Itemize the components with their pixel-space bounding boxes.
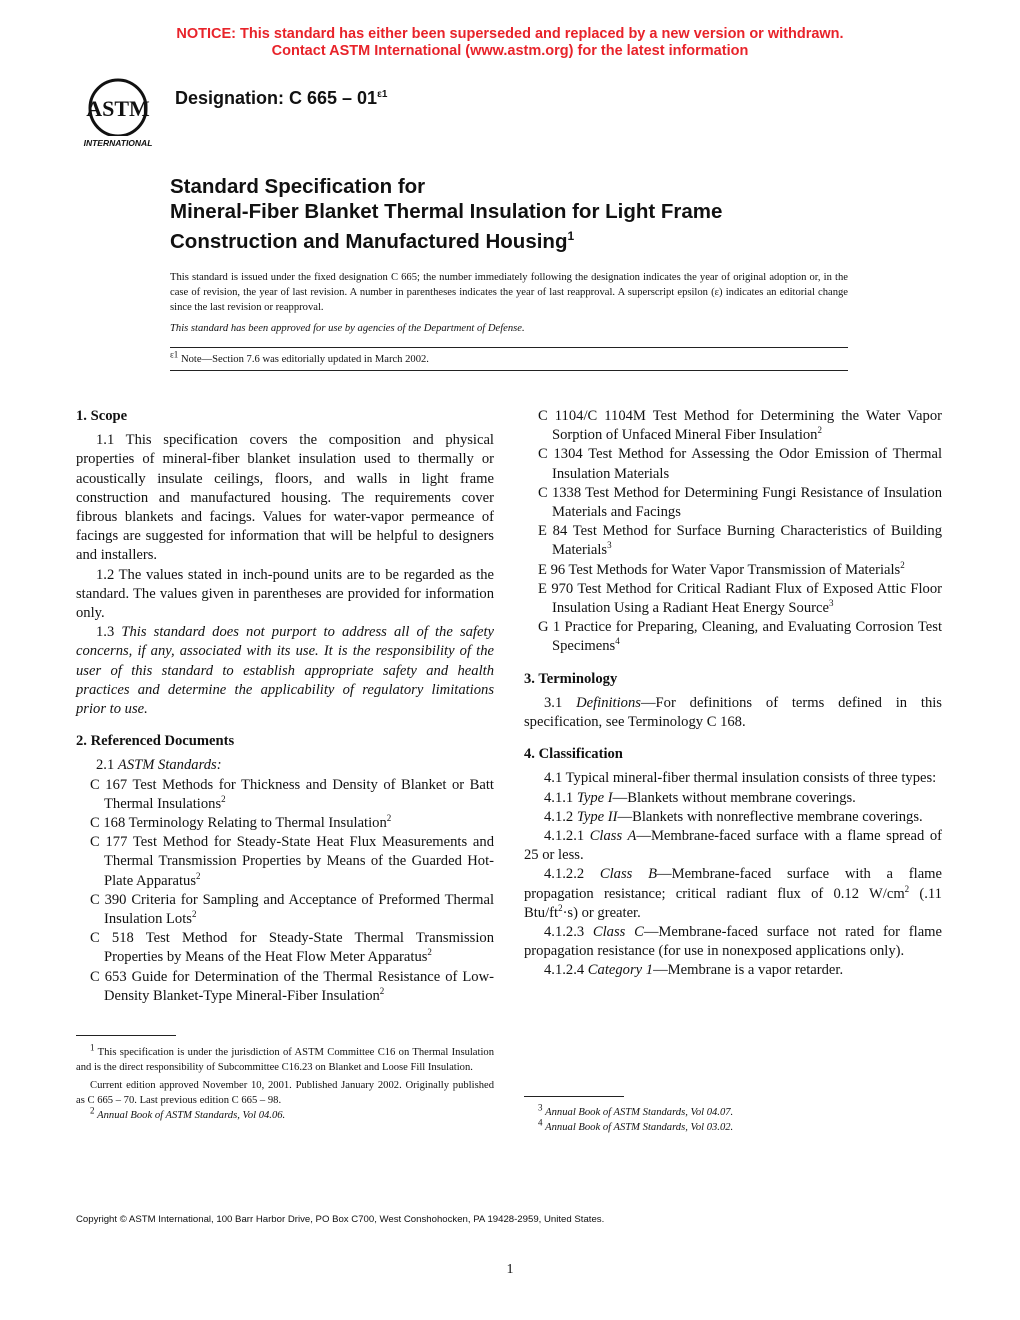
para-4-1-2-2	[524, 865, 942, 923]
intro-paragraph: This standard is issued under the fixed designation C 665; the number immediately following the designation indicates the year of original adoption or, in the case of revision, the year of last revision. A number in parentheses indicates the year of last reapproval. A superscript epsilon (ε) indicates an editorial change since the last revision or reapproval.	[170, 272, 848, 314]
section-heading-classification: 4. Classification	[524, 746, 623, 763]
para-3-1-term: Definitions	[576, 694, 641, 711]
footnotes-left	[76, 1042, 494, 1123]
para-4-1-2-3-term: Class C	[592, 924, 644, 941]
reference-footnote-mark: 3	[828, 598, 834, 609]
reference-footnote-mark: 2	[379, 986, 385, 997]
para-3-1	[524, 694, 942, 732]
intro-block	[170, 270, 848, 336]
para-4-1-2-2-term: Class B	[599, 866, 657, 883]
reference-item	[90, 833, 494, 891]
reference-text: C 518 Test Method for Steady-State Thermal Transmission Properties by Means of the Heat Flow Meter Apparatus	[90, 930, 494, 966]
reference-item	[538, 522, 942, 560]
reference-item	[538, 407, 942, 445]
footnote-2	[76, 1105, 494, 1123]
reference-item	[538, 618, 942, 656]
footnote-1-mark: 1	[90, 1042, 95, 1053]
reference-text: E 84 Test Method for Surface Burning Characteristics of Building Materials	[538, 523, 942, 559]
footnote-4-text: Annual Book of ASTM Standards, Vol 03.02.	[545, 1122, 734, 1133]
reference-item	[90, 929, 494, 967]
notice-line-1: NOTICE: This standard has either been superseded and replaced by a new version or withdrawn.	[176, 26, 844, 42]
dod-approval: This standard has been approved for use by agencies of the Department of Defense.	[170, 322, 525, 334]
reference-text: C 390 Criteria for Sampling and Acceptance of Preformed Thermal Insulation Lots	[90, 891, 494, 928]
para-2-1	[76, 756, 494, 775]
exponent: 2	[904, 883, 910, 894]
para-4-1: 4.1 Typical mineral-fiber thermal insulation consists of three types:	[544, 770, 937, 787]
reference-text: E 96 Test Methods for Water Vapor Transmission of Materials	[538, 561, 901, 578]
para-4-1-2-term: Type II	[576, 808, 618, 825]
reference-text: C 168 Terminology Relating to Thermal Insulation	[90, 815, 387, 832]
para-4-1-2-4-term: Category 1	[587, 962, 654, 979]
para-3-1-text: —For definitions of terms defined in this specification, see Terminology C 168.	[524, 694, 942, 731]
reference-footnote-mark: 2	[427, 947, 432, 958]
para-4-1-2-number: 4.1.2	[544, 808, 574, 825]
reference-text: C 653 Guide for Determination of the Thermal Resistance of Low-Density Blanket-Type Mineral-Fiber Insulation	[90, 968, 494, 1004]
para-4-1-1	[524, 789, 942, 808]
footnote-1-continued: Current edition approved November 10, 2001. Published January 2002. Originally published as C 665 – 70. Last previous edition C 665 – 98.	[76, 1080, 494, 1106]
para-4-1-2-4-number: 4.1.2.4	[544, 962, 585, 979]
para-3-1-number: 3.1	[544, 694, 563, 711]
reference-item	[538, 445, 942, 483]
para-4-1-2-1-term: Class A	[589, 828, 637, 845]
para-4-1-2-3-number: 4.1.2.3	[544, 924, 585, 941]
designation	[175, 88, 387, 109]
para-1-3	[76, 623, 494, 719]
footnote-2-text: Annual Book of ASTM Standards, Vol 04.06.	[97, 1110, 286, 1121]
document-title	[170, 174, 860, 254]
reference-footnote-mark: 2	[196, 870, 201, 881]
para-4-1-2-4-text: —Membrane is a vapor retarder.	[653, 962, 844, 979]
footnotes-right	[524, 1102, 942, 1135]
reference-text: G 1 Practice for Preparing, Cleaning, and Evaluating Corrosion Test Specimens	[538, 619, 942, 655]
para-4-1-1-text: —Blankets without membrane coverings.	[612, 789, 856, 806]
reference-footnote-mark: 3	[607, 540, 612, 551]
reference-footnote-mark: 2	[900, 559, 905, 570]
logo-subtext: INTERNATIONAL	[83, 138, 153, 148]
intro-rule-bottom	[170, 370, 848, 371]
reference-footnote-mark: 2	[817, 425, 822, 436]
footnote-1	[76, 1042, 494, 1075]
para-4-1-2-1-text: —Membrane-faced surface with a flame spread of 25 or less.	[524, 828, 942, 864]
footnote-3	[524, 1102, 942, 1120]
para-4-1-2-2-text-2: (.11 Btu/ft	[524, 885, 942, 921]
footnote-3-mark: 3	[538, 1102, 543, 1113]
reference-text: C 1104/C 1104M Test Method for Determining the Water Vapor Sorption of Unfaced Mineral Fiber Insulation	[538, 408, 942, 444]
reference-item	[538, 561, 942, 580]
withdrawal-notice	[0, 26, 1020, 60]
footnote-3-text: Annual Book of ASTM Standards, Vol 04.07.	[545, 1107, 734, 1118]
footnote-2-mark: 2	[90, 1105, 95, 1116]
para-1-3-number: 1.3	[96, 624, 115, 641]
logo-text: ASTM	[86, 96, 150, 121]
exponent: 2	[558, 903, 563, 914]
title-line-1: Standard Specification for	[170, 175, 426, 198]
intro-rule-top	[170, 347, 848, 348]
note-sup: ε1	[170, 349, 179, 360]
reference-text: E 970 Test Method for Critical Radiant Flux of Exposed Attic Floor Insulation Using a Radiant Heat Energy Source	[538, 580, 942, 617]
reference-item	[90, 814, 494, 833]
section-heading-scope: 1. Scope	[76, 408, 128, 424]
reference-item	[538, 484, 942, 522]
para-2-1-text: ASTM Standards:	[117, 757, 222, 774]
para-4-1-1-number: 4.1.1	[544, 789, 574, 806]
right-column	[524, 407, 942, 981]
reference-text: C 1338 Test Method for Determining Fungi Resistance of Insulation Materials and Facings	[538, 484, 942, 521]
note-text: Note—Section 7.6 was editorially updated in March 2002.	[180, 354, 429, 365]
para-4-1-2-2-text: —Membrane-faced surface with a flame propagation resistance; critical radiant flux of 0.12 W/cm	[524, 866, 942, 902]
footnote-4	[524, 1117, 942, 1135]
para-1-1: 1.1 This specification covers the composition and physical properties of mineral-fiber blanket insulation used to thermally or acoustically insulate ceilings, floors, and walls in light frame construction and manufactured housing. The requirements cover fibrous blankets and facings. Values for water-vapor permeance of facings are suggested for information that will be helpful to designers and installers.	[76, 432, 494, 564]
reference-item	[538, 580, 942, 618]
para-4-1-2-3-text: —Membrane-faced surface not rated for flame propagation resistance (for use in nonexposed applications only).	[524, 924, 942, 960]
reference-item	[90, 776, 494, 814]
designation-label: Designation: C 665 – 01	[175, 88, 378, 108]
footnote-rule-right	[524, 1096, 624, 1097]
designation-sup: ε1	[377, 89, 388, 100]
title-line-3: Construction and Manufactured Housing	[170, 229, 568, 253]
astm-logo-icon	[76, 74, 160, 150]
copyright-footer: Copyright © ASTM International, 100 Barr Harbor Drive, PO Box C700, West Conshohocken, PA 19428-2959, United States.	[76, 1214, 605, 1225]
para-4-1-2	[524, 808, 942, 827]
para-4-1-2-text: —Blankets with nonreflective membrane coverings.	[617, 808, 923, 825]
para-4-1-2-2-number: 4.1.2.2	[544, 866, 585, 883]
reference-text: C 167 Test Methods for Thickness and Density of Blanket or Batt Thermal Insulations	[90, 776, 494, 812]
footnote-rule-left	[76, 1035, 176, 1036]
section-heading-terminology: 3. Terminology	[524, 670, 618, 687]
title-line-2: Mineral-Fiber Blanket Thermal Insulation for Light Frame	[170, 200, 723, 223]
footnote-4-mark: 4	[538, 1117, 543, 1128]
para-4-1-2-1-number: 4.1.2.1	[544, 828, 585, 845]
left-column	[76, 407, 494, 1006]
reference-footnote-mark: 2	[191, 909, 197, 920]
notice-line-2: Contact ASTM International (www.astm.org) for the latest information	[271, 43, 749, 59]
para-4-1-2-3	[524, 923, 942, 961]
reference-item	[90, 968, 494, 1006]
para-4-1-2-2-text-3: ·s) or greater.	[562, 904, 641, 921]
para-2-1-number: 2.1	[96, 757, 115, 774]
reference-footnote-mark: 2	[221, 794, 226, 804]
reference-item	[90, 891, 494, 929]
para-1-3-text: This standard does not purport to address all of the safety concerns, if any, associated with its use. It is the responsibility of the user of this standard to establish appropriate safety and health practices and determine the applicability of regulatory limitations prior to use.	[76, 624, 494, 718]
para-1-2: 1.2 The values stated in inch-pound units are to be regarded as the standard. The values given in parentheses are provided for information only.	[76, 566, 494, 622]
para-4-1-1-term: Type I	[576, 789, 613, 806]
editorial-note	[170, 349, 848, 367]
footnote-1-text: This specification is under the jurisdiction of ASTM Committee C16 on Thermal Insulation and is the direct responsibility of Subcommittee C16.23 on Blanket and Loose Fill Insulation.	[76, 1047, 494, 1073]
reference-footnote-mark: 4	[615, 636, 620, 647]
section-heading-referenced-documents: 2. Referenced Documents	[76, 733, 235, 750]
reference-text: C 177 Test Method for Steady-State Heat Flux Measurements and Thermal Transmission Properties by Means of the Guarded Hot-Plate Apparatus	[90, 834, 494, 889]
reference-footnote-mark: 2	[386, 813, 392, 824]
reference-text: C 1304 Test Method for Assessing the Odor Emission of Thermal Insulation Materials	[538, 446, 942, 482]
title-sup: 1	[567, 229, 575, 243]
para-4-1-2-4	[524, 961, 942, 980]
page-number: 1	[506, 1262, 514, 1277]
para-4-1-2-1	[524, 827, 942, 865]
